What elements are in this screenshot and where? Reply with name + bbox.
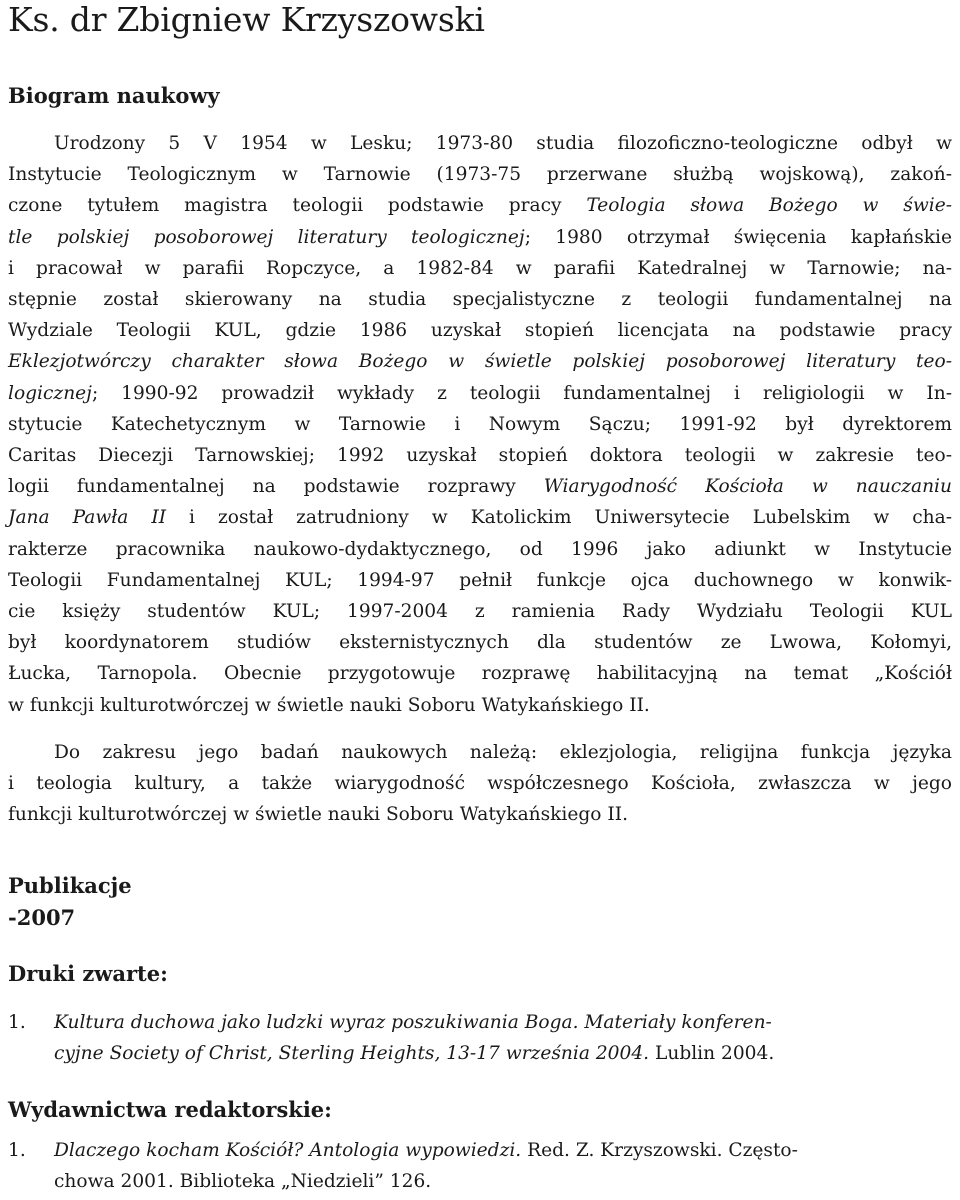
bio-title-italic: logicznej: [8, 382, 92, 404]
bio-text: czone tytułem magistra teologii podstawie pracy: [8, 195, 587, 217]
list-item: [8, 1007, 952, 1069]
bio-title-italic: Teologia słowa Bożego w świe-: [586, 195, 952, 217]
bio-line: cie księży studentów KUL; 1997-2004 z ramienia Rady Wydziału Teologii KUL: [8, 601, 952, 623]
publications-period: -2007: [8, 905, 76, 930]
page-title: Ks. dr Zbigniew Krzyszowski: [8, 0, 485, 39]
bio-line: Urodzony 5 V 1954 w Lesku; 1973-80 studia filozoficzno-teologiczne odbył w: [54, 133, 952, 154]
bio-line: był koordynatorem studiów eksternistycznych dla studentów ze Lwowa, Kołomyi,: [8, 632, 952, 654]
list-item: [8, 1135, 952, 1197]
publications-heading: Publikacje: [8, 873, 132, 898]
bio-line: Wydziale Teologii KUL, gdzie 1986 uzyskał stopień licencjata na podstawie pracy: [8, 320, 952, 342]
bio-heading: Biogram naukowy: [8, 83, 220, 108]
editorial-list: [8, 1135, 952, 1197]
book-title: Kultura duchowa jako ludzki wyraz poszukiwania Boga. Materiały konferen-: [54, 1012, 772, 1033]
editorial-heading: Wydawnictwa redaktorskie:: [8, 1097, 332, 1122]
bio-line: stępnie został skierowany na studia specjalistyczne z teologii fundamentalnej na: [8, 289, 952, 311]
bio-line: Łucka, Tarnopola. Obecnie przygotowuje rozprawę habilitacyjną na temat „Kościół: [8, 663, 952, 685]
bio-line: stytucie Katechetycznym w Tarnowie i Nowym Sączu; 1991-92 był dyrektorem: [8, 413, 952, 435]
bio-line: Do zakresu jego badań naukowych należą: eklezjologia, religijna funkcja języka: [54, 742, 952, 763]
bio-text: ; 1990-92 prowadził wykłady z teologii fundamentalnej i religiologii w In-: [91, 382, 952, 404]
bio-line: i pracował w parafii Ropczyce, a 1982-84 w parafii Katedralnej w Tarnowie; na-: [8, 257, 952, 279]
bio-title-italic: Eklezjotwórczy charakter słowa Bożego w świetle polskiej posoborowej literatury teo-: [8, 351, 952, 373]
bio-text: logii fundamentalnej na podstawie rozprawy: [8, 476, 544, 498]
book-details: Lublin 2004.: [649, 1043, 775, 1065]
bio-line: [8, 346, 952, 377]
bio-line: i teologia kultury, a także wiarygodność współczesnego Kościoła, zwłaszcza w jego: [8, 773, 952, 795]
bio-line: [8, 378, 952, 409]
bio-text: i został zatrudniony w Katolickim Uniwersytecie Lubelskim w cha-: [166, 507, 952, 529]
bio-text: ; 1980 otrzymał święcenia kapłańskie: [524, 226, 952, 248]
list-number: 1.: [8, 1140, 26, 1161]
bio-paragraph-1: [8, 128, 952, 721]
bio-line: funkcji kulturotwórczej w świetle nauki Soboru Watykańskiego II.: [8, 804, 628, 826]
bio-title-italic: Wiarygodność Kościoła w nauczaniu: [543, 476, 952, 498]
bio-title-italic: tle polskiej posoborowej literatury teologicznej: [8, 226, 525, 248]
list-number: 1.: [8, 1012, 26, 1033]
bio-line: [8, 222, 952, 253]
bio-line: Caritas Diecezji Tarnowskiej; 1992 uzyskał stopień doktora teologii w zakresie teo-: [8, 445, 952, 467]
bio-line: Teologii Fundamentalnej KUL; 1994-97 pełnił funkcje ojca duchownego w konwik-: [8, 569, 952, 591]
bio-line: [8, 471, 952, 502]
books-heading: Druki zwarte:: [8, 961, 168, 986]
editorial-title: Dlaczego kocham Kościół? Antologia wypowiedzi.: [54, 1140, 522, 1161]
bio-title-italic: Jana Pawła II: [8, 507, 167, 529]
books-list: [8, 1007, 952, 1069]
bio-paragraph-2: [8, 737, 952, 831]
bio-line: [8, 190, 952, 221]
editorial-details: Red. Z. Krzyszowski. Często-: [521, 1140, 798, 1161]
editorial-details: chowa 2001. Biblioteka „Niedzieli” 126.: [54, 1171, 432, 1193]
bio-line: Instytucie Teologicznym w Tarnowie (1973-75 przerwane służbą wojskową), zakoń-: [8, 164, 952, 186]
book-title: cyjne Society of Christ, Sterling Heights, 13-17 września 2004.: [54, 1043, 650, 1065]
bio-line: [8, 502, 952, 533]
bio-line: rakterze pracownika naukowo-dydaktycznego, od 1996 jako adiunkt w Instytucie: [8, 538, 952, 560]
bio-line: w funkcji kulturotwórczej w świetle nauki Soboru Watykańskiego II.: [8, 694, 650, 716]
